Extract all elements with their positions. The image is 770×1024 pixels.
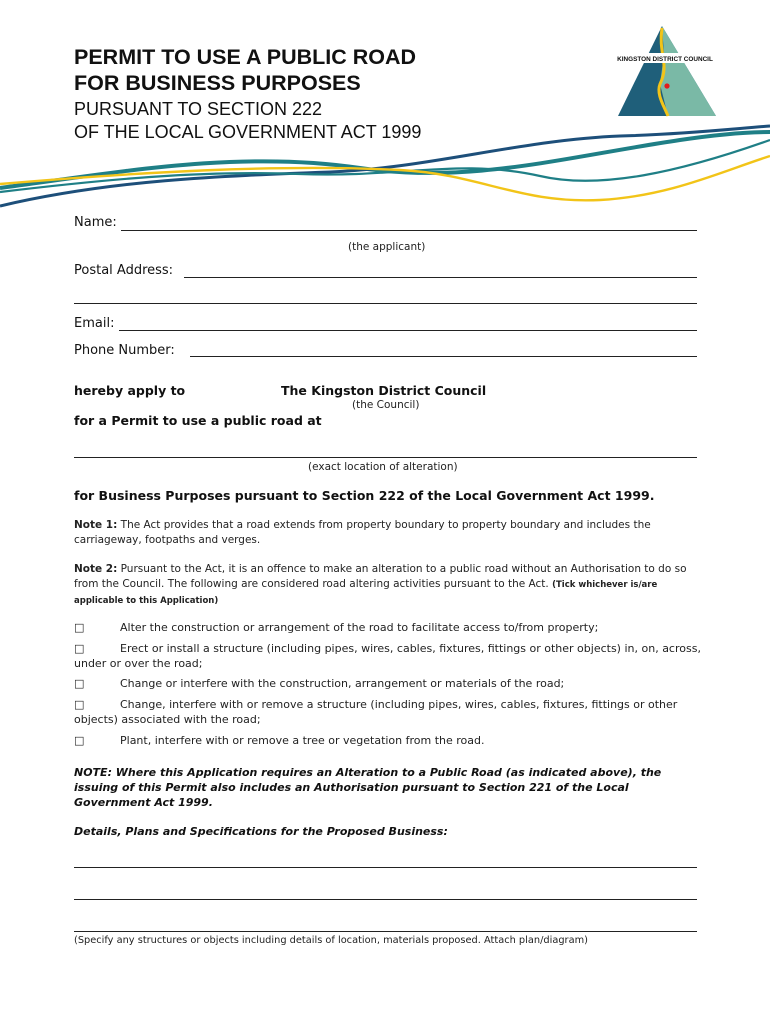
authorisation-note: NOTE: Where this Application requires an Alteration to a Public Road (as indicated above), the issuing of this Permit also includes an Authorisation pursuant to Section 221 of the Local Government Act 1999. (74, 766, 662, 809)
council-caption: (the Council) (352, 399, 420, 411)
phone-label: Phone Number: (74, 343, 175, 358)
wave-yellow (0, 156, 770, 200)
subtitle-line-1: PURSUANT TO SECTION 222 (74, 99, 323, 119)
logo-dot (664, 83, 669, 88)
postal-address-field[interactable] (184, 277, 697, 278)
details-caption: (Specify any structures or objects including details of location, materials proposed. Attach plan/diagram) (74, 935, 588, 946)
location-caption: (exact location of alteration) (308, 461, 458, 473)
email-field[interactable] (119, 330, 697, 331)
details-field-line1[interactable] (74, 867, 697, 868)
logo-text: KINGSTON DISTRICT COUNCIL (617, 56, 713, 63)
wave-teal-thin (0, 140, 770, 192)
option-row (74, 676, 706, 691)
purpose-statement: for Business Purposes pursuant to Section 222 of the Local Government Act 1999. (74, 488, 655, 503)
option-checkbox[interactable]: □ (74, 677, 85, 690)
logo-triangle-light (660, 26, 716, 116)
note-2 (74, 562, 706, 609)
note-1-label: Note 1: (74, 519, 118, 531)
apply-label: hereby apply to (74, 383, 186, 398)
option-row (74, 620, 706, 635)
permit-label: for a Permit to use a public road at (74, 413, 322, 428)
postal-address-label: Postal Address: (74, 263, 174, 278)
subtitle-line-2: OF THE LOCAL GOVERNMENT ACT 1999 (74, 122, 422, 142)
option-checkbox[interactable]: □ (74, 621, 85, 634)
option-row (74, 697, 706, 727)
location-field[interactable] (74, 457, 697, 458)
phone-field[interactable] (190, 356, 697, 357)
title-line-1: PERMIT TO USE A PUBLIC ROAD (74, 45, 417, 69)
note-1 (74, 518, 706, 548)
name-label: Name: (74, 215, 117, 230)
option-text: Change or interfere with the construction, arrangement or materials of the road; (120, 677, 565, 690)
details-field-line2[interactable] (74, 899, 697, 900)
option-text: Change, interfere with or remove a structure (including pipes, wires, cables, fixtures, fittings or other objects) associated with the road; (74, 698, 678, 726)
option-text: Plant, interfere with or remove a tree or vegetation from the road. (120, 734, 485, 747)
option-row (74, 641, 706, 671)
decorative-waves (0, 110, 770, 220)
option-checkbox[interactable]: □ (74, 642, 85, 655)
title-line-2: FOR BUSINESS PURPOSES (74, 71, 361, 95)
email-label: Email: (74, 316, 115, 331)
name-field[interactable] (121, 230, 697, 231)
page-title (74, 44, 416, 96)
option-checkbox[interactable]: □ (74, 734, 85, 747)
note-2-text: Pursuant to the Act, it is an offence to make an alteration to a public road without an Authorisation to do so from the Council. The following are considered road altering activities pursuant to the Act. (74, 563, 687, 590)
note-1-text: The Act provides that a road extends from property boundary to property boundary and includes the carriageway, footpaths and verges. (74, 519, 651, 546)
details-heading: Details, Plans and Specifications for the Proposed Business: (74, 825, 448, 838)
council-name: The Kingston District Council (281, 383, 487, 398)
name-caption: (the applicant) (348, 241, 426, 253)
option-text: Erect or install a structure (including pipes, wires, cables, fixtures, fittings or other objects) in, on, across, under or over the road; (74, 642, 701, 670)
option-checkbox[interactable]: □ (74, 698, 85, 711)
option-row (74, 733, 706, 748)
postal-address-field-line2[interactable] (74, 303, 697, 304)
details-field-line3[interactable] (74, 931, 697, 932)
wave-navy (0, 126, 770, 206)
note-2-label: Note 2: (74, 563, 118, 575)
note-2-tick-instruction: (Tick whichever is/are applicable to this Application) (74, 580, 658, 606)
council-logo (612, 24, 718, 118)
option-text: Alter the construction or arrangement of the road to facilitate access to/from property; (120, 621, 599, 634)
